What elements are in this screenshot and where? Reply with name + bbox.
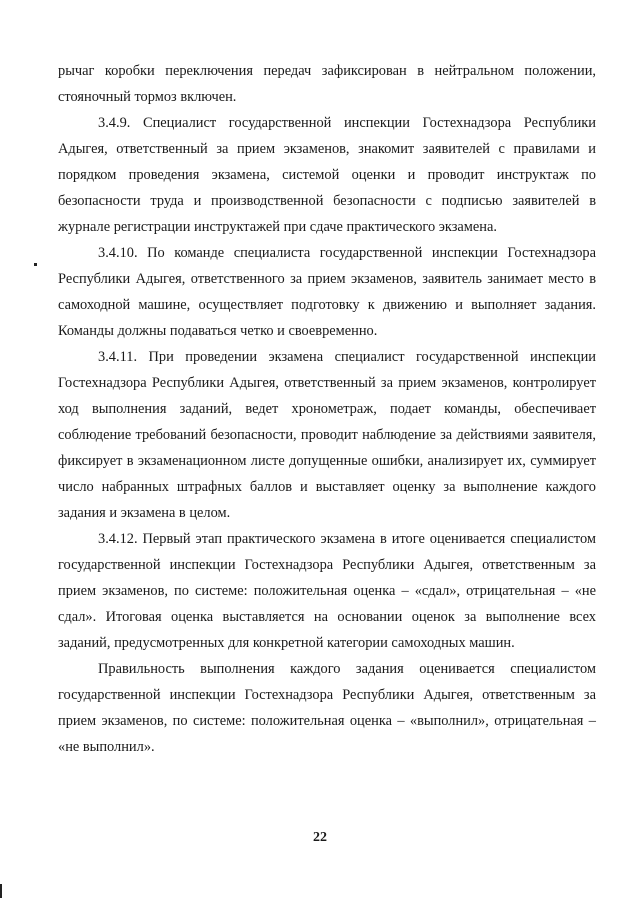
paragraph-continuation: рычаг коробки переключения передач зафиксирован в нейтральном положении, стояночный тормоз включен. — [58, 63, 596, 105]
paragraph-task-evaluation: Правильность выполнения каждого задания оценивается специалистом государственной инспекции Гостехнадзора Республики Адыгея, ответственным за прием экзаменов, по системе: положительная оценка – «выполнил», отрицательная – «не выполнил». — [58, 661, 596, 755]
page-number: 22 — [313, 830, 327, 845]
paragraph-3-4-11: 3.4.11. При проведении экзамена специалист государственной инспекции Гостехнадзора Республики Адыгея, ответственный за прием экзаменов, контролирует ход выполнения заданий, ведет хронометраж, подает команды, обеспечивает соблюдение требований безопасности, проводит наблюдение за действиями заявителя, фиксирует в экзаменационном листе допущенные ошибки, анализирует их, суммирует число набранных штрафных баллов и выставляет оценку за выполнение каждого задания и экзамена в целом. — [58, 349, 596, 521]
corner-scan-mark — [0, 884, 2, 898]
paragraph-3-4-12: 3.4.12. Первый этап практического экзамена в итоге оценивается специалистом государственной инспекции Гостехнадзора Республики Адыгея, ответственным за прием экзаменов, по системе: положительная оценка – «сдал», отрицательная – «не сдал». Итоговая оценка выставляется на основании оценок за выполнение всех заданий, предусмотренных для конкретной категории самоходных машин. — [58, 531, 596, 651]
paragraph-3-4-10: 3.4.10. По команде специалиста государственной инспекции Гостехнадзора Республики Адыгея, ответственного за прием экзаменов, заявитель занимает место в самоходной машине, осуществляет подготовку к движению и выполняет задания. Команды должны подаваться четко и своевременно. — [58, 245, 596, 339]
document-page — [58, 58, 596, 760]
margin-scan-mark — [34, 263, 37, 266]
paragraph-3-4-9: 3.4.9. Специалист государственной инспекции Гостехнадзора Республики Адыгея, ответственный за прием экзаменов, знакомит заявителей с правилами и порядком проведения экзамена, системой оценки и проводит инструктаж по безопасности труда и производственной безопасности с подписью заявителей в журнале регистрации инструктажей при сдаче практического экзамена. — [58, 115, 596, 235]
